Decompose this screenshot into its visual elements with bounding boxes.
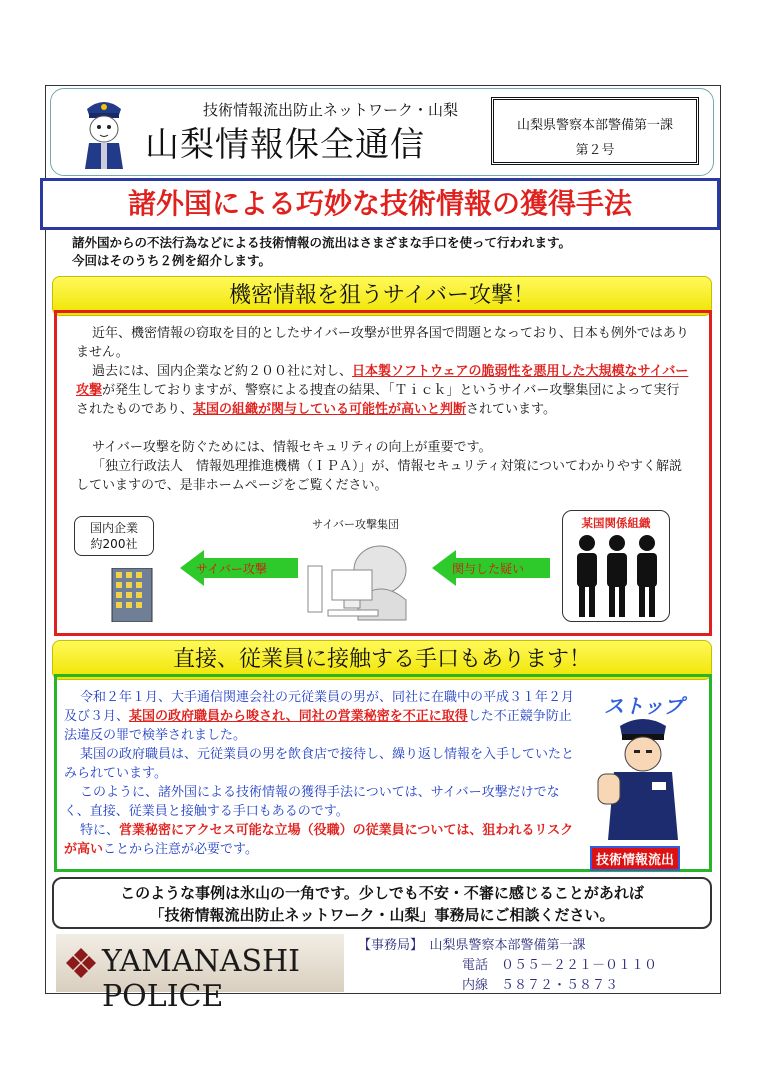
hacker-computer-icon bbox=[298, 530, 418, 622]
tech-leak-badge: 技術情報流出 bbox=[590, 846, 680, 871]
section2-paragraph-2: 某国の政府職員は、元従業員の男を飲食店で接待し、繰り返し情報を入手していたとみられています。 bbox=[64, 747, 575, 781]
people-silhouette-icon bbox=[571, 533, 663, 619]
main-title: 諸外国による巧妙な技術情報の獲得手法 bbox=[40, 178, 720, 230]
stop-policeman-icon bbox=[594, 712, 692, 842]
police-mascot-icon bbox=[77, 95, 131, 171]
network-subtitle: 技術情報流出防止ネットワーク・山梨 bbox=[203, 101, 459, 119]
section2-paragraph-1: 令和２年１月、大手通信関連会社の元従業員の男が、同社に在職中の平成３１年２月及び３月、某国の政府職員から唆され、同社の営業秘密を不正に取得した不正競争防止法違反の罪で検挙されました。 bbox=[64, 690, 575, 743]
cyber-attack-label: サイバー攻撃 bbox=[196, 562, 267, 576]
contact-notice-line-2: 「技術情報流出防止ネットワーク・山梨」事務局にご相談ください。 bbox=[149, 906, 615, 924]
section1-heading: 機密情報を狙うサイバー攻撃！ bbox=[52, 276, 712, 316]
highlight-risk: 営業秘密にアクセス可能な立場（役職）の従業員については、狙われるリスクが高い bbox=[64, 823, 574, 857]
highlight-vulnerability: 日本製ソフトウェアの脆弱性を悪用した大規模なサイバー攻撃 bbox=[76, 364, 689, 398]
office-extension: 内線 ５８７２・５８７３ bbox=[462, 978, 619, 993]
domestic-label: 国内企業 約200社 bbox=[74, 516, 154, 556]
attack-group-label: サイバー攻撃集団 bbox=[312, 518, 400, 531]
newsletter-header bbox=[50, 88, 714, 176]
building-icon bbox=[102, 568, 158, 622]
section1-paragraph-3: サイバー攻撃を防ぐためには、情報セキュリティの向上が重要です。 bbox=[92, 440, 492, 455]
highlight-foreign-involvement: 某国の組織が関与している可能性が高いと判断 bbox=[193, 402, 467, 417]
office-line-1: 【事務局】 山梨県警察本部警備第一課 bbox=[358, 938, 586, 953]
office-contact bbox=[358, 936, 657, 996]
foreign-org-label: 某国関係組織 bbox=[581, 516, 651, 530]
yamanashi-police-logo bbox=[56, 934, 344, 1014]
section1-paragraph-4: 「独立行政法人 情報処理推進機構（ＩＰＡ）」が、情報セキュリティ対策についてわかりやすく解説していますので、是非ホームページをご覧ください。 bbox=[76, 459, 682, 493]
section2-paragraph-3: このように、諸外国による技術情報の獲得手法については、サイバー攻撃だけでなく、直接、従業員と接触する手口もあるのです。 bbox=[64, 785, 560, 819]
suspected-involvement-label: 関与した疑い bbox=[452, 562, 525, 576]
section2-paragraph-4: 特に、営業秘密にアクセス可能な立場（役職）の従業員については、狙われるリスクが高いことから注意が必要です。 bbox=[64, 823, 574, 857]
contact-notice-line-1: このような事例は氷山の一角です。少しでも不安・不審に感じることがあれば bbox=[120, 884, 644, 902]
highlight-trade-secret: 某国の政府職員から唆され、同社の営業秘密を不正に取得 bbox=[129, 709, 468, 724]
section1-paragraph-1: 近年、機密情報の窃取を目的としたサイバー攻撃が世界各国で問題となっており、日本も例外ではありません。 bbox=[76, 326, 689, 360]
intro-line-1: 諸外国からの不法行為などによる技術情報の流出はさまざまな手口を使って行われます。 bbox=[72, 235, 572, 250]
issue-number: 第２号 bbox=[575, 143, 615, 158]
intro-line-2: 今回はそのうち２例を紹介します。 bbox=[72, 253, 272, 268]
stop-label: ストップ bbox=[604, 694, 684, 718]
domestic-companies-node bbox=[74, 516, 154, 616]
section1-paragraph-2: 過去には、国内企業など約２００社に対し、日本製ソフトウェアの脆弱性を悪用した大規模なサイバー攻撃が発生しておりますが、警察による捜査の結果、「Ｔｉｃｋ」というサイバー攻撃集団によって実行されたものであり、某国の組織が関与している可能性が高いと判断されています。 bbox=[76, 364, 689, 417]
intro-text bbox=[72, 234, 571, 270]
logo-text: YAMANASHI POLICE bbox=[102, 944, 301, 1014]
issuer-box bbox=[491, 97, 699, 165]
section2-heading: 直接、従業員に接触する手口もあります！ bbox=[52, 640, 712, 680]
issuer-dept: 山梨県警察本部警備第一課 bbox=[516, 118, 673, 133]
newsletter-title: 山梨情報保全通信 bbox=[145, 125, 425, 165]
diamond-emblem-icon bbox=[66, 948, 96, 978]
contact-notice bbox=[52, 877, 712, 929]
foreign-organization-node bbox=[562, 510, 670, 622]
office-phone: 電話 ０５５－２２１－０１１０ bbox=[462, 958, 658, 973]
